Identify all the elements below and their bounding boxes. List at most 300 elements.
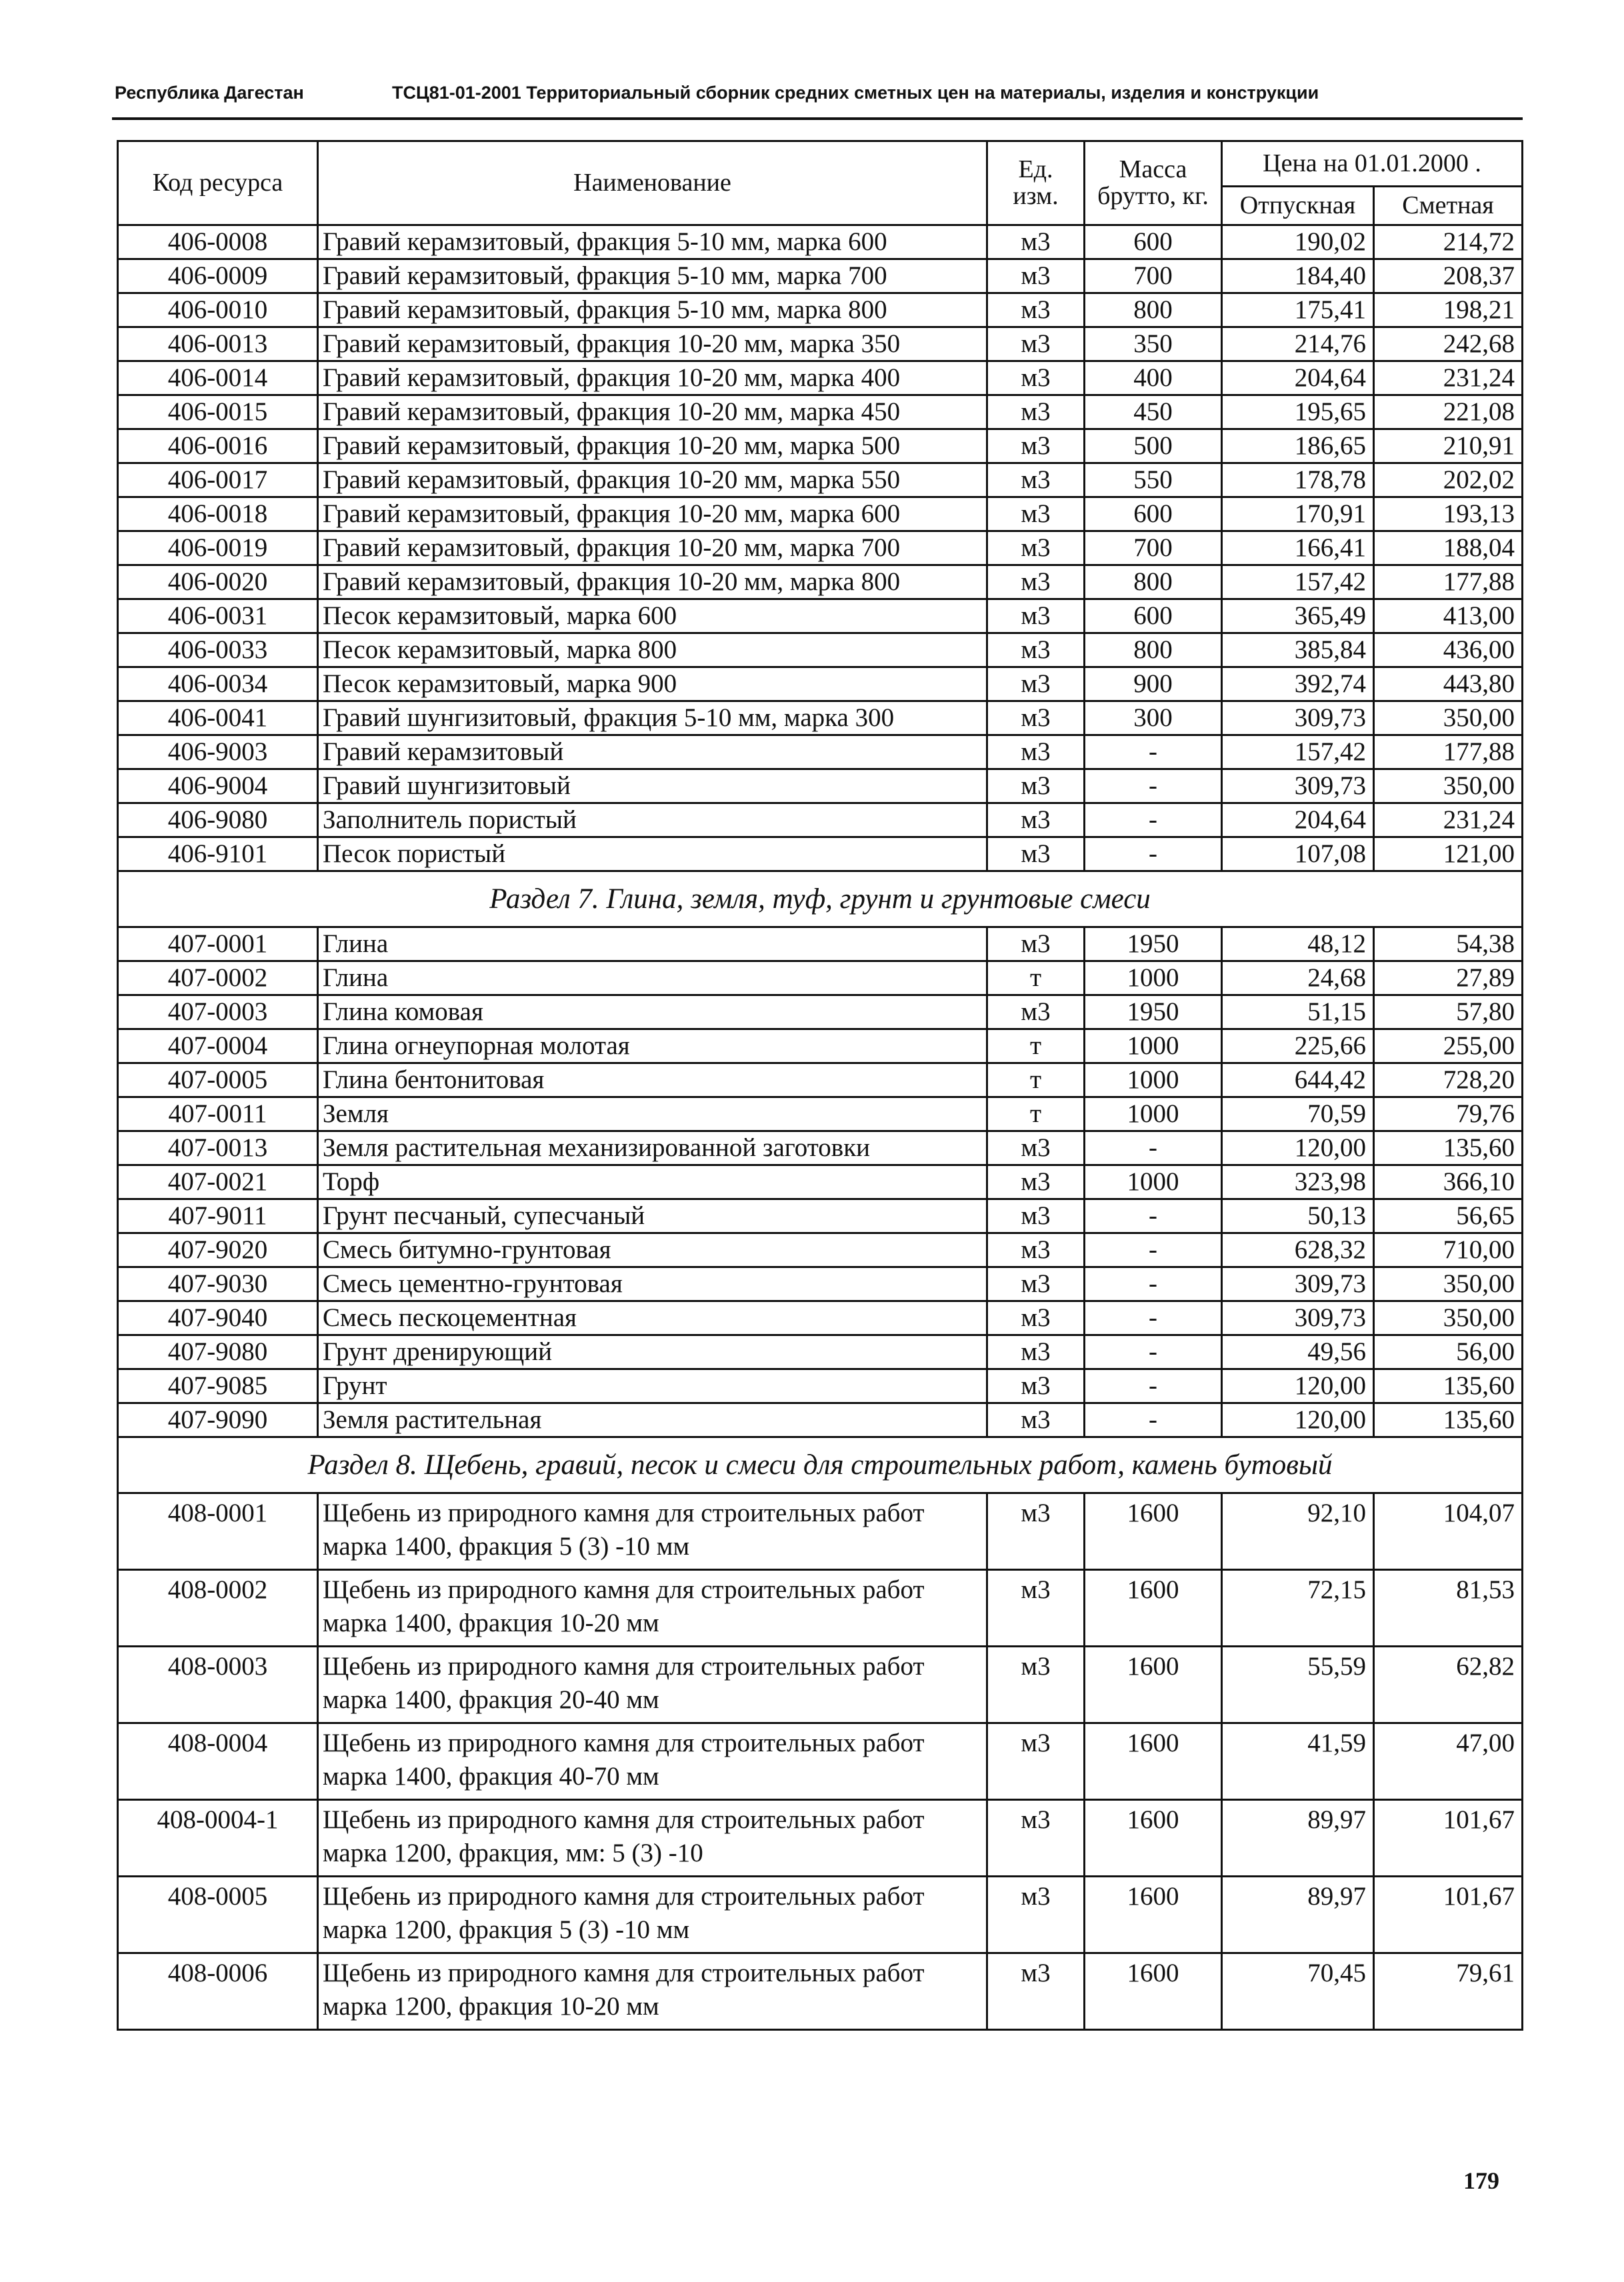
cell-name: Щебень из природного камня для строительных работ марка 1400, фракция 10-20 мм xyxy=(318,1570,987,1647)
cell-unit: м3 xyxy=(987,1335,1085,1369)
cell-mass: - xyxy=(1085,735,1222,769)
cell-price-estimate: 177,88 xyxy=(1374,735,1523,769)
cell-price-estimate: 210,91 xyxy=(1374,429,1523,463)
cell-code: 408-0001 xyxy=(118,1493,318,1570)
cell-unit: м3 xyxy=(987,1199,1085,1233)
cell-price-estimate: 443,80 xyxy=(1374,667,1523,701)
cell-name: Щебень из природного камня для строительных работ марка 1400, фракция 40-70 мм xyxy=(318,1723,987,1800)
table-row xyxy=(118,995,1523,1029)
cell-unit: м3 xyxy=(987,327,1085,361)
cell-code: 406-9101 xyxy=(118,837,318,871)
cell-mass: 1000 xyxy=(1085,1063,1222,1097)
cell-name: Гравий керамзитовый, фракция 10-20 мм, марка 450 xyxy=(318,395,987,429)
cell-mass: - xyxy=(1085,1369,1222,1403)
cell-code: 407-0004 xyxy=(118,1029,318,1063)
cell-name: Щебень из природного камня для строительных работ марка 1200, фракция 10-20 мм xyxy=(318,1953,987,2030)
cell-name: Гравий керамзитовый, фракция 10-20 мм, марка 800 xyxy=(318,565,987,599)
cell-name: Гравий керамзитовый, фракция 10-20 мм, марка 600 xyxy=(318,497,987,531)
cell-unit: м3 xyxy=(987,599,1085,633)
cell-code: 406-9003 xyxy=(118,735,318,769)
cell-code: 406-0018 xyxy=(118,497,318,531)
table-row xyxy=(118,927,1523,961)
cell-code: 408-0004-1 xyxy=(118,1800,318,1877)
cell-unit: м3 xyxy=(987,565,1085,599)
cell-price-release: 157,42 xyxy=(1222,565,1374,599)
cell-name: Глина xyxy=(318,961,987,995)
cell-code: 407-9020 xyxy=(118,1233,318,1267)
cell-name: Торф xyxy=(318,1165,987,1199)
cell-code: 407-0011 xyxy=(118,1097,318,1131)
price-table xyxy=(117,140,1523,2031)
table-row xyxy=(118,769,1523,803)
cell-price-release: 175,41 xyxy=(1222,293,1374,327)
cell-mass: 1600 xyxy=(1085,1570,1222,1647)
cell-code: 406-0019 xyxy=(118,531,318,565)
cell-unit: м3 xyxy=(987,293,1085,327)
cell-name: Глина бентонитовая xyxy=(318,1063,987,1097)
table-row xyxy=(118,531,1523,565)
col-header-price-release: Отпускная xyxy=(1222,187,1374,225)
cell-name: Гравий шунгизитовый, фракция 5-10 мм, марка 300 xyxy=(318,701,987,735)
cell-code: 406-0015 xyxy=(118,395,318,429)
cell-price-estimate: 436,00 xyxy=(1374,633,1523,667)
cell-price-estimate: 710,00 xyxy=(1374,1233,1523,1267)
cell-unit: м3 xyxy=(987,463,1085,497)
cell-unit: м3 xyxy=(987,803,1085,837)
cell-price-release: 107,08 xyxy=(1222,837,1374,871)
cell-price-release: 190,02 xyxy=(1222,225,1374,259)
cell-unit: м3 xyxy=(987,497,1085,531)
cell-mass: 700 xyxy=(1085,259,1222,293)
cell-code: 406-0008 xyxy=(118,225,318,259)
cell-name: Грунт дренирующий xyxy=(318,1335,987,1369)
cell-unit: м3 xyxy=(987,361,1085,395)
cell-name: Щебень из природного камня для строительных работ марка 1400, фракция 5 (3) -10 мм xyxy=(318,1493,987,1570)
cell-price-release: 184,40 xyxy=(1222,259,1374,293)
cell-name: Гравий керамзитовый, фракция 10-20 мм, марка 550 xyxy=(318,463,987,497)
cell-name: Гравий керамзитовый, фракция 5-10 мм, марка 600 xyxy=(318,225,987,259)
cell-code: 406-0034 xyxy=(118,667,318,701)
cell-name: Песок пористый xyxy=(318,837,987,871)
table-row xyxy=(118,1877,1523,1953)
cell-name: Смесь битумно-грунтовая xyxy=(318,1233,987,1267)
table-row xyxy=(118,429,1523,463)
cell-mass: - xyxy=(1085,1233,1222,1267)
table-row xyxy=(118,1800,1523,1877)
cell-price-release: 644,42 xyxy=(1222,1063,1374,1097)
section-6-rows xyxy=(118,225,1523,871)
cell-mass: 1000 xyxy=(1085,1165,1222,1199)
cell-code: 406-0010 xyxy=(118,293,318,327)
cell-name: Смесь пескоцементная xyxy=(318,1301,987,1335)
cell-price-estimate: 54,38 xyxy=(1374,927,1523,961)
cell-price-release: 309,73 xyxy=(1222,769,1374,803)
cell-unit: м3 xyxy=(987,633,1085,667)
cell-price-estimate: 202,02 xyxy=(1374,463,1523,497)
cell-price-release: 204,64 xyxy=(1222,803,1374,837)
cell-unit: м3 xyxy=(987,701,1085,735)
cell-code: 406-0041 xyxy=(118,701,318,735)
cell-price-estimate: 62,82 xyxy=(1374,1647,1523,1723)
cell-price-release: 41,59 xyxy=(1222,1723,1374,1800)
cell-unit: м3 xyxy=(987,1800,1085,1877)
section-7-rows xyxy=(118,927,1523,1437)
table-row xyxy=(118,225,1523,259)
table-row xyxy=(118,1335,1523,1369)
cell-unit: м3 xyxy=(987,1369,1085,1403)
cell-code: 407-9085 xyxy=(118,1369,318,1403)
cell-price-estimate: 177,88 xyxy=(1374,565,1523,599)
cell-name: Песок керамзитовый, марка 900 xyxy=(318,667,987,701)
cell-price-estimate: 56,65 xyxy=(1374,1199,1523,1233)
cell-price-estimate: 135,60 xyxy=(1374,1403,1523,1437)
cell-unit: м3 xyxy=(987,1267,1085,1301)
cell-code: 407-0003 xyxy=(118,995,318,1029)
cell-code: 407-0002 xyxy=(118,961,318,995)
cell-mass: 1600 xyxy=(1085,1493,1222,1570)
cell-unit: м3 xyxy=(987,395,1085,429)
cell-price-estimate: 350,00 xyxy=(1374,701,1523,735)
table-row xyxy=(118,565,1523,599)
table-row xyxy=(118,293,1523,327)
table-row xyxy=(118,1723,1523,1800)
section-8-heading xyxy=(118,1437,1523,1493)
cell-price-release: 186,65 xyxy=(1222,429,1374,463)
table-row xyxy=(118,1301,1523,1335)
table-row xyxy=(118,1369,1523,1403)
cell-name: Гравий керамзитовый, фракция 10-20 мм, марка 400 xyxy=(318,361,987,395)
table-row xyxy=(118,1403,1523,1437)
cell-price-release: 309,73 xyxy=(1222,701,1374,735)
cell-name: Гравий шунгизитовый xyxy=(318,769,987,803)
section-7-heading xyxy=(118,871,1523,927)
cell-name: Щебень из природного камня для строительных работ марка 1400, фракция 20-40 мм xyxy=(318,1647,987,1723)
cell-unit: м3 xyxy=(987,769,1085,803)
cell-price-estimate: 413,00 xyxy=(1374,599,1523,633)
cell-code: 407-0021 xyxy=(118,1165,318,1199)
cell-price-release: 170,91 xyxy=(1222,497,1374,531)
col-header-code: Код ресурса xyxy=(118,141,318,225)
cell-price-release: 48,12 xyxy=(1222,927,1374,961)
header-rule xyxy=(112,117,1523,120)
section-8-rows xyxy=(118,1493,1523,2030)
cell-mass: 500 xyxy=(1085,429,1222,463)
cell-unit: м3 xyxy=(987,1877,1085,1953)
cell-code: 406-0017 xyxy=(118,463,318,497)
table-row xyxy=(118,803,1523,837)
cell-price-release: 309,73 xyxy=(1222,1267,1374,1301)
table-row xyxy=(118,667,1523,701)
cell-unit: м3 xyxy=(987,735,1085,769)
table-row xyxy=(118,327,1523,361)
col-header-price-estimate: Сметная xyxy=(1374,187,1523,225)
cell-code: 407-0005 xyxy=(118,1063,318,1097)
cell-price-release: 120,00 xyxy=(1222,1131,1374,1165)
cell-mass: 1000 xyxy=(1085,1097,1222,1131)
cell-mass: 800 xyxy=(1085,633,1222,667)
cell-price-estimate: 193,13 xyxy=(1374,497,1523,531)
cell-mass: 600 xyxy=(1085,497,1222,531)
cell-code: 407-0001 xyxy=(118,927,318,961)
cell-price-estimate: 198,21 xyxy=(1374,293,1523,327)
cell-name: Грунт xyxy=(318,1369,987,1403)
cell-unit: м3 xyxy=(987,995,1085,1029)
cell-price-release: 120,00 xyxy=(1222,1403,1374,1437)
cell-mass: 800 xyxy=(1085,293,1222,327)
cell-code: 407-0013 xyxy=(118,1131,318,1165)
page-header xyxy=(112,72,1523,112)
cell-mass: 300 xyxy=(1085,701,1222,735)
cell-mass: 400 xyxy=(1085,361,1222,395)
cell-mass: 1000 xyxy=(1085,1029,1222,1063)
cell-price-release: 51,15 xyxy=(1222,995,1374,1029)
cell-price-estimate: 350,00 xyxy=(1374,1301,1523,1335)
cell-unit: м3 xyxy=(987,1131,1085,1165)
cell-price-estimate: 104,07 xyxy=(1374,1493,1523,1570)
cell-unit: т xyxy=(987,961,1085,995)
col-header-name: Наименование xyxy=(318,141,987,225)
cell-price-release: 628,32 xyxy=(1222,1233,1374,1267)
table-row xyxy=(118,633,1523,667)
cell-code: 406-0009 xyxy=(118,259,318,293)
cell-name: Глина xyxy=(318,927,987,961)
cell-code: 407-9011 xyxy=(118,1199,318,1233)
cell-code: 407-9030 xyxy=(118,1267,318,1301)
cell-name: Грунт песчаный, супесчаный xyxy=(318,1199,987,1233)
cell-unit: м3 xyxy=(987,429,1085,463)
section-7-title: Раздел 7. Глина, земля, туф, грунт и грунтовые смеси xyxy=(118,871,1523,927)
cell-price-release: 365,49 xyxy=(1222,599,1374,633)
cell-price-release: 72,15 xyxy=(1222,1570,1374,1647)
cell-price-release: 204,64 xyxy=(1222,361,1374,395)
cell-mass: 1600 xyxy=(1085,1800,1222,1877)
cell-name: Глина огнеупорная молотая xyxy=(318,1029,987,1063)
section-8-title: Раздел 8. Щебень, гравий, песок и смеси для строительных работ, камень бутовый xyxy=(118,1437,1523,1493)
cell-code: 408-0004 xyxy=(118,1723,318,1800)
cell-unit: м3 xyxy=(987,1953,1085,2030)
cell-code: 407-9040 xyxy=(118,1301,318,1335)
cell-name: Гравий керамзитовый, фракция 10-20 мм, марка 500 xyxy=(318,429,987,463)
cell-price-estimate: 350,00 xyxy=(1374,1267,1523,1301)
cell-code: 406-0014 xyxy=(118,361,318,395)
cell-price-estimate: 81,53 xyxy=(1374,1570,1523,1647)
cell-code: 408-0002 xyxy=(118,1570,318,1647)
cell-name: Смесь цементно-грунтовая xyxy=(318,1267,987,1301)
cell-price-release: 323,98 xyxy=(1222,1165,1374,1199)
cell-price-estimate: 221,08 xyxy=(1374,395,1523,429)
cell-mass: - xyxy=(1085,1131,1222,1165)
table-row xyxy=(118,1267,1523,1301)
table-row xyxy=(118,701,1523,735)
cell-unit: м3 xyxy=(987,1723,1085,1800)
cell-price-release: 89,97 xyxy=(1222,1877,1374,1953)
header-region: Республика Дагестан xyxy=(115,83,304,103)
cell-price-estimate: 135,60 xyxy=(1374,1131,1523,1165)
cell-unit: м3 xyxy=(987,1647,1085,1723)
cell-price-estimate: 79,76 xyxy=(1374,1097,1523,1131)
cell-price-estimate: 57,80 xyxy=(1374,995,1523,1029)
cell-price-estimate: 188,04 xyxy=(1374,531,1523,565)
cell-name: Глина комовая xyxy=(318,995,987,1029)
cell-price-estimate: 47,00 xyxy=(1374,1723,1523,1800)
cell-mass: 550 xyxy=(1085,463,1222,497)
cell-code: 406-0016 xyxy=(118,429,318,463)
cell-price-release: 55,59 xyxy=(1222,1647,1374,1723)
cell-code: 408-0006 xyxy=(118,1953,318,2030)
cell-name: Гравий керамзитовый, фракция 5-10 мм, марка 800 xyxy=(318,293,987,327)
cell-name: Гравий керамзитовый, фракция 10-20 мм, марка 350 xyxy=(318,327,987,361)
cell-name: Заполнитель пористый xyxy=(318,803,987,837)
cell-unit: м3 xyxy=(987,837,1085,871)
table-row xyxy=(118,259,1523,293)
cell-unit: м3 xyxy=(987,259,1085,293)
cell-mass: 1950 xyxy=(1085,995,1222,1029)
cell-mass: 1600 xyxy=(1085,1647,1222,1723)
cell-mass: - xyxy=(1085,837,1222,871)
cell-price-release: 385,84 xyxy=(1222,633,1374,667)
cell-mass: 600 xyxy=(1085,225,1222,259)
cell-name: Гравий керамзитовый, фракция 5-10 мм, марка 700 xyxy=(318,259,987,293)
cell-unit: м3 xyxy=(987,531,1085,565)
cell-name: Щебень из природного камня для строительных работ марка 1200, фракция 5 (3) -10 мм xyxy=(318,1877,987,1953)
cell-price-estimate: 242,68 xyxy=(1374,327,1523,361)
cell-price-release: 178,78 xyxy=(1222,463,1374,497)
cell-unit: м3 xyxy=(987,1301,1085,1335)
cell-price-release: 157,42 xyxy=(1222,735,1374,769)
cell-price-release: 70,59 xyxy=(1222,1097,1374,1131)
page-number: 179 xyxy=(1463,2167,1499,2194)
cell-name: Песок керамзитовый, марка 600 xyxy=(318,599,987,633)
cell-mass: - xyxy=(1085,1267,1222,1301)
cell-price-release: 195,65 xyxy=(1222,395,1374,429)
cell-code: 408-0003 xyxy=(118,1647,318,1723)
cell-mass: - xyxy=(1085,1301,1222,1335)
cell-mass: - xyxy=(1085,1335,1222,1369)
cell-price-estimate: 121,00 xyxy=(1374,837,1523,871)
cell-mass: 800 xyxy=(1085,565,1222,599)
table-row xyxy=(118,1165,1523,1199)
cell-mass: 1600 xyxy=(1085,1723,1222,1800)
table-row xyxy=(118,1097,1523,1131)
cell-mass: 1600 xyxy=(1085,1877,1222,1953)
cell-price-estimate: 255,00 xyxy=(1374,1029,1523,1063)
cell-price-release: 120,00 xyxy=(1222,1369,1374,1403)
cell-unit: т xyxy=(987,1097,1085,1131)
cell-mass: 900 xyxy=(1085,667,1222,701)
table-row xyxy=(118,1570,1523,1647)
cell-price-release: 24,68 xyxy=(1222,961,1374,995)
cell-price-release: 92,10 xyxy=(1222,1493,1374,1570)
cell-mass: 450 xyxy=(1085,395,1222,429)
cell-mass: 350 xyxy=(1085,327,1222,361)
table-row xyxy=(118,395,1523,429)
cell-code: 406-0033 xyxy=(118,633,318,667)
cell-price-estimate: 366,10 xyxy=(1374,1165,1523,1199)
cell-unit: м3 xyxy=(987,1570,1085,1647)
cell-price-estimate: 350,00 xyxy=(1374,769,1523,803)
cell-code: 406-0020 xyxy=(118,565,318,599)
cell-price-estimate: 101,67 xyxy=(1374,1877,1523,1953)
cell-unit: м3 xyxy=(987,1493,1085,1570)
table-row xyxy=(118,1953,1523,2030)
table-row xyxy=(118,837,1523,871)
cell-code: 406-0013 xyxy=(118,327,318,361)
cell-name: Песок керамзитовый, марка 800 xyxy=(318,633,987,667)
cell-price-release: 50,13 xyxy=(1222,1199,1374,1233)
table-row xyxy=(118,599,1523,633)
cell-unit: м3 xyxy=(987,1233,1085,1267)
cell-price-release: 225,66 xyxy=(1222,1029,1374,1063)
cell-name: Земля растительная механизированной заготовки xyxy=(318,1131,987,1165)
col-header-price-group: Цена на 01.01.2000 . xyxy=(1222,141,1523,187)
cell-code: 408-0005 xyxy=(118,1877,318,1953)
table-row xyxy=(118,1199,1523,1233)
cell-mass: 1950 xyxy=(1085,927,1222,961)
cell-name: Гравий керамзитовый xyxy=(318,735,987,769)
cell-mass: 600 xyxy=(1085,599,1222,633)
cell-name: Гравий керамзитовый, фракция 10-20 мм, марка 700 xyxy=(318,531,987,565)
cell-price-estimate: 214,72 xyxy=(1374,225,1523,259)
table-row xyxy=(118,1233,1523,1267)
cell-price-release: 89,97 xyxy=(1222,1800,1374,1877)
cell-mass: - xyxy=(1085,1199,1222,1233)
cell-mass: - xyxy=(1085,769,1222,803)
table-row xyxy=(118,961,1523,995)
cell-mass: 1600 xyxy=(1085,1953,1222,2030)
cell-price-estimate: 101,67 xyxy=(1374,1800,1523,1877)
table-row xyxy=(118,1029,1523,1063)
cell-mass: - xyxy=(1085,803,1222,837)
cell-unit: т xyxy=(987,1063,1085,1097)
cell-unit: м3 xyxy=(987,1165,1085,1199)
cell-price-estimate: 27,89 xyxy=(1374,961,1523,995)
cell-mass: 700 xyxy=(1085,531,1222,565)
cell-price-estimate: 79,61 xyxy=(1374,1953,1523,2030)
cell-price-estimate: 135,60 xyxy=(1374,1369,1523,1403)
cell-unit: м3 xyxy=(987,225,1085,259)
cell-name: Щебень из природного камня для строительных работ марка 1200, фракция, мм: 5 (3) -10 xyxy=(318,1800,987,1877)
cell-price-release: 166,41 xyxy=(1222,531,1374,565)
cell-price-release: 214,76 xyxy=(1222,327,1374,361)
cell-price-estimate: 208,37 xyxy=(1374,259,1523,293)
cell-price-estimate: 231,24 xyxy=(1374,803,1523,837)
table-row xyxy=(118,497,1523,531)
table-row xyxy=(118,463,1523,497)
cell-price-release: 309,73 xyxy=(1222,1301,1374,1335)
cell-code: 407-9080 xyxy=(118,1335,318,1369)
col-header-mass: Масса брутто, кг. xyxy=(1085,141,1222,225)
cell-unit: м3 xyxy=(987,1403,1085,1437)
cell-code: 406-9004 xyxy=(118,769,318,803)
table-row xyxy=(118,735,1523,769)
cell-price-release: 70,45 xyxy=(1222,1953,1374,2030)
table-row xyxy=(118,1063,1523,1097)
table-row xyxy=(118,361,1523,395)
table-row xyxy=(118,1131,1523,1165)
cell-code: 407-9090 xyxy=(118,1403,318,1437)
table-row xyxy=(118,1493,1523,1570)
cell-name: Земля xyxy=(318,1097,987,1131)
table-row xyxy=(118,1647,1523,1723)
col-header-unit: Ед. изм. xyxy=(987,141,1085,225)
cell-unit: м3 xyxy=(987,667,1085,701)
cell-mass: 1000 xyxy=(1085,961,1222,995)
cell-price-release: 49,56 xyxy=(1222,1335,1374,1369)
cell-unit: м3 xyxy=(987,927,1085,961)
cell-price-estimate: 231,24 xyxy=(1374,361,1523,395)
header-collection-title: ТСЦ81-01-2001 Территориальный сборник средних сметных цен на материалы, изделия и конструкции xyxy=(392,83,1319,103)
cell-price-estimate: 728,20 xyxy=(1374,1063,1523,1097)
